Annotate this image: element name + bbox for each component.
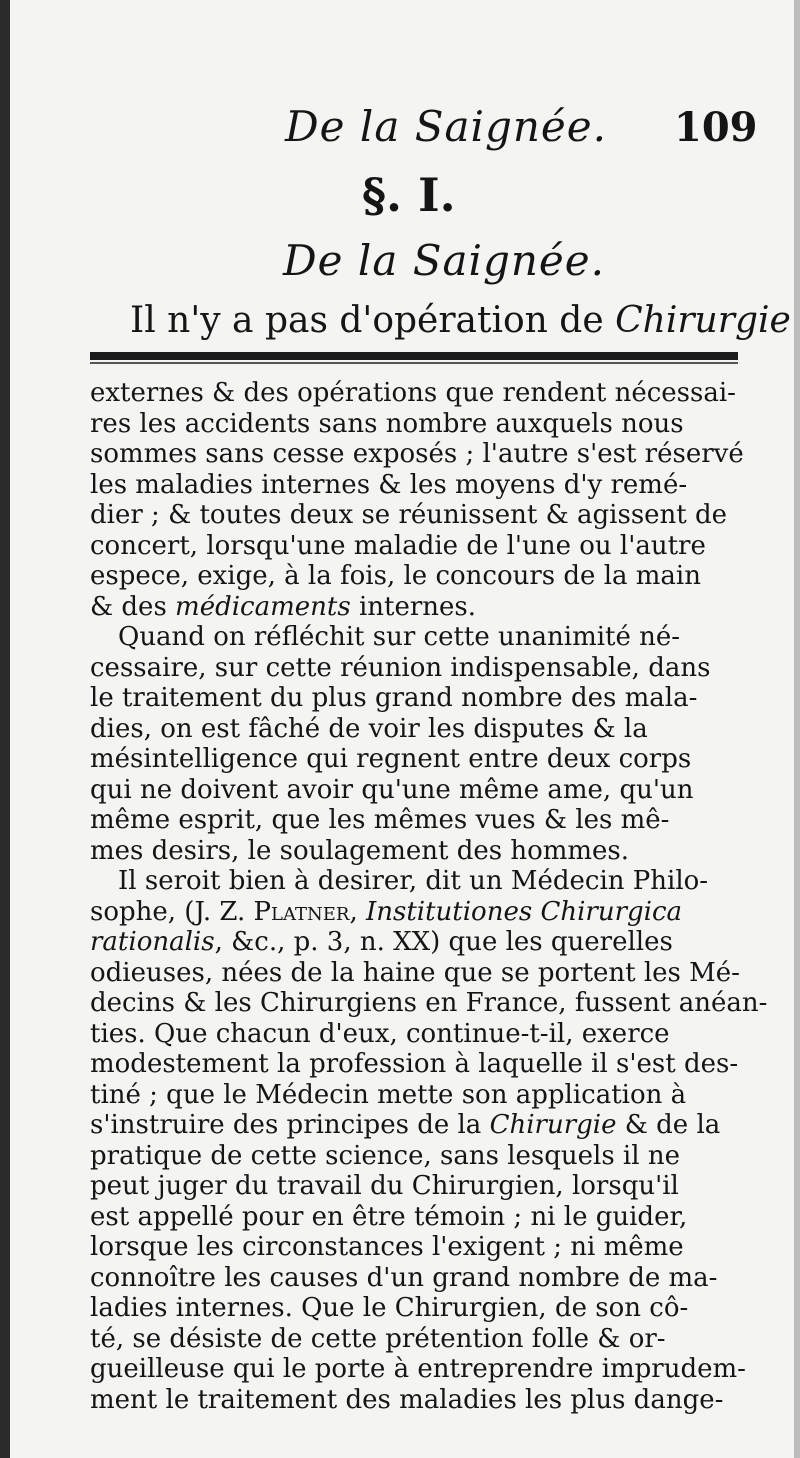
text-line [90,683,750,714]
torn-divider [90,352,738,360]
line-segment-text: mes desirs, le soulagement des hommes. [90,835,630,866]
text-line [90,500,750,531]
line-segment-mid: , [349,896,366,927]
text-line [90,714,750,745]
text-line [90,836,750,867]
text-line [90,1324,750,1355]
line-segment-text: decins & les Chirurgiens en France, fussent anéan- [90,988,768,1018]
text-line [90,1019,750,1050]
running-head [0,102,800,162]
line-segment-post: internes. [350,591,477,622]
text-line [90,1202,750,1233]
line-segment-italic: médicaments [175,591,351,622]
divider-thin [90,362,738,364]
line-segment-post: , &c., p. 3, n. XX) que les querelles [214,927,673,957]
page-number: 109 [674,104,758,151]
line-segment-text: odieuses, nées de la haine que se portent les Mé- [90,957,740,988]
line-segment-text: sommes sans cesse exposés ; l'autre s'est réservé [90,439,744,469]
line-segment-pre: sophe, (J. Z. [90,896,254,927]
opening-italic: Chirurgie [615,300,791,341]
line-segment-text: té, se désiste de cette prétention folle & or- [90,1323,666,1354]
line-segment-italic: Chirurgie [489,1110,617,1140]
line-segment-text: ment le traitement des maladies les plus dange- [90,1384,724,1415]
line-segment-text: le traitement du plus grand nombre des mala- [90,683,698,713]
line-segment-text: concert, lorsqu'une maladie de l'une ou l'autre [90,530,706,561]
text-line [90,653,750,684]
line-segment-text: externes & des opérations que rendent nécessai- [90,378,736,408]
section-number: §. I. [362,168,456,222]
section-opening-line [130,300,791,341]
text-line [90,409,750,440]
text-line [90,622,750,653]
line-segment-text: espece, exige, à la fois, le concours de la main [90,561,701,591]
running-title: De la Saignée. [285,102,607,151]
text-line [90,561,750,592]
text-line [90,1141,750,1172]
page-edge-right [794,0,800,1458]
text-line [90,775,750,806]
line-segment-text: tiné ; que le Médecin mette son application à [90,1079,687,1110]
text-line [90,958,750,989]
text-line [90,592,750,623]
line-segment-text: pratique de cette science, sans lesquels il ne [90,1140,680,1171]
line-segment-text: dier ; & toutes deux se réunissent & agissent de [90,500,728,530]
line-segment-text: Quand on réfléchit sur cette unanimité né- [118,622,681,652]
line-segment-text: gueilleuse qui le porte à entreprendre imprudem- [90,1354,746,1384]
line-segment-text: même esprit, que les mêmes vues & les mê- [90,805,670,835]
line-segment-text: mésintelligence qui regnent entre deux corps [90,744,692,774]
page-edge-shadow [0,0,10,1458]
line-segment-text: res les accidents sans nombre auxquels nous [90,408,684,439]
line-segment-text: ties. Que chacun d'eux, continue-t-il, exerce [90,1018,670,1049]
line-segment-pre: s'instruire des principes de la [90,1110,490,1140]
line-segment-text: dies, on est fâché de voir les disputes & la [90,713,648,744]
line-segment-text: peut juger du travail du Chirurgien, lorsqu'il [90,1171,679,1201]
text-line [90,378,750,409]
line-segment-text: cessaire, sur cette réunion indispensable, dans [90,652,711,683]
line-segment-italic: rationalis [90,927,215,957]
line-segment-text: connoître les causes d'un grand nombre de ma- [90,1262,718,1293]
text-line [90,1263,750,1294]
text-line [90,1385,750,1416]
line-segment-sc: Platner [253,896,350,927]
line-segment-text: est appellé pour en être témoin ; ni le guider, [90,1201,688,1232]
line-segment-text: Il seroit bien à desirer, dit un Médecin Philo- [118,866,709,896]
text-line [90,1354,750,1385]
line-segment-text: lorsque les circonstances l'exigent ; ni même [90,1232,684,1262]
line-segment-text: modestement la profession à laquelle il s'est des- [90,1049,739,1079]
line-segment-italic: Institutiones Chirurgica [365,896,683,927]
text-line [90,805,750,836]
text-line [90,927,750,958]
text-line [90,1080,750,1111]
line-segment-text: ladies internes. Que le Chirurgien, de son cô- [90,1293,689,1323]
text-line [90,866,750,897]
opening-text: Il n'y a pas d'opération de [130,300,616,341]
text-line [90,1232,750,1263]
text-line [90,531,750,562]
text-line [90,1171,750,1202]
text-line [90,988,768,1019]
text-line [90,439,750,470]
body-text [90,378,768,1415]
text-line [90,1049,750,1080]
text-line [90,744,750,775]
line-segment-post: & de la [616,1110,721,1140]
line-segment-text: qui ne doivent avoir qu'une même ame, qu'un [90,774,694,805]
text-line [90,470,750,501]
line-segment-text: les maladies internes & les moyens d'y remé- [90,469,688,500]
text-line [90,897,750,928]
line-segment-pre: & des [90,591,176,622]
section-title: De la Saignée. [283,236,605,285]
text-line [90,1110,750,1141]
text-line [90,1293,750,1324]
